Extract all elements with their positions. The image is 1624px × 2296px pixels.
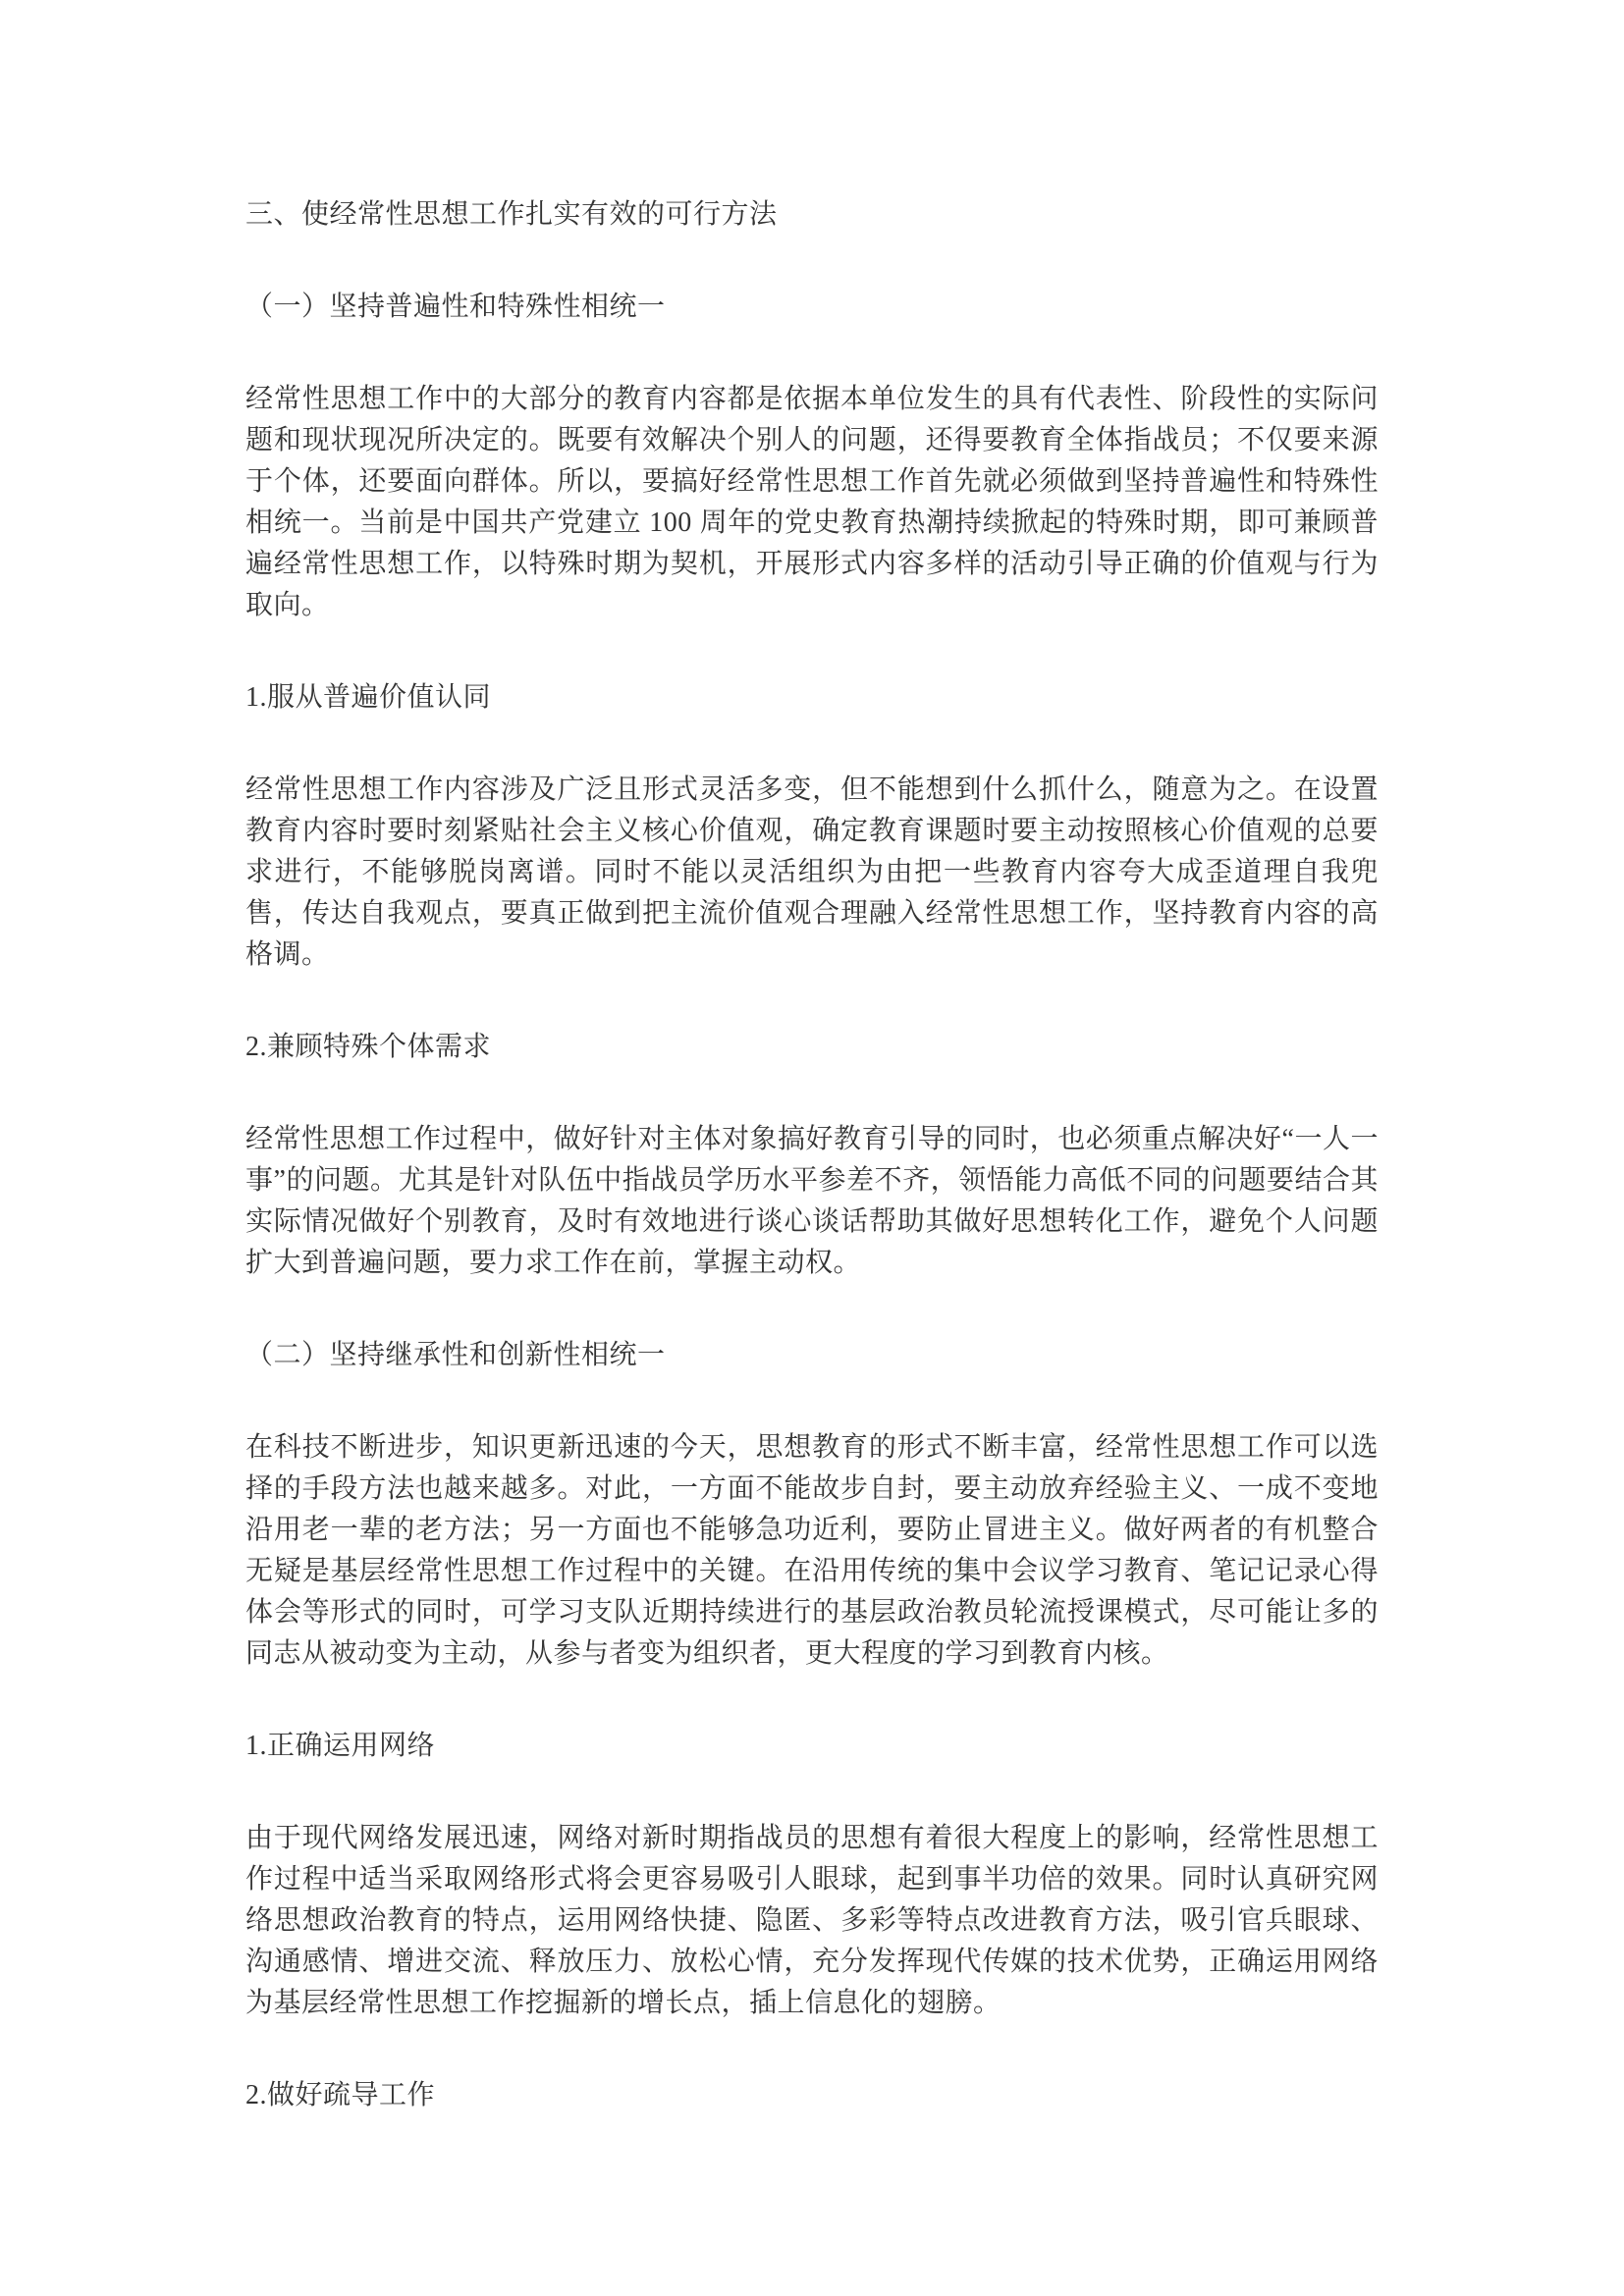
heading-point-1-universal-value: 1.服从普遍价值认同	[245, 682, 492, 713]
heading-point-2-guidance-work: 2.做好疏导工作	[245, 2080, 436, 2110]
paragraph-universal-value-identity: 经常性思想工作内容涉及广泛且形式灵活多变，但不能想到什么抓什么，随意为之。在设置教育内容时要时刻紧贴社会主义核心价值观，确定教育课题时要主动按照核心价值观的总要求进行，不能够脱岗离谱。同时不能以灵活组织为由把一些教育内容夸大成歪道理自我兜售，传达自我观点，要真正做到把主流价值观合理融入经常性思想工作，坚持教育内容的高格调。	[245, 774, 1379, 970]
paragraph-inheritance-innovation: 在科技不断进步，知识更新迅速的今天，思想教育的形式不断丰富，经常性思想工作可以选择的手段方法也越来越多。对此，一方面不能故步自封，要主动放弃经验主义、一成不变地沿用老一辈的老方法；另一方面也不能够急功近利，要防止冒进主义。做好两者的有机整合无疑是基层经常性思想工作过程中的关键。在沿用传统的集中会议学习教育、笔记记录心得体会等形式的同时，可学习支队近期持续进行的基层政治教员轮流授课模式，尽可能让多的同志从被动变为主动，从参与者变为组织者，更大程度的学习到教育内核。	[245, 1432, 1379, 1669]
heading-point-1-network: 1.正确运用网络	[245, 1731, 436, 1761]
paragraph-individual-needs: 经常性思想工作过程中，做好针对主体对象搞好教育引导的同时，也必须重点解决好“一人一事”的问题。尤其是针对队伍中指战员学历水平参差不齐，领悟能力高低不同的问题要结合其实际情况做好个别教育，及时有效地进行谈心谈话帮助其做好思想转化工作，避免个人问题扩大到普遍问题，要力求工作在前，掌握主动权。	[245, 1124, 1379, 1278]
heading-point-2-individual-needs: 2.兼顾特殊个体需求	[245, 1032, 492, 1062]
paragraph-network-use: 由于现代网络发展迅速，网络对新时期指战员的思想有着很大程度上的影响，经常性思想工作过程中适当采取网络形式将会更容易吸引人眼球，起到事半功倍的效果。同时认真研究网络思想政治教育的特点，运用网络快捷、隐匿、多彩等特点改进教育方法，吸引官兵眼球、沟通感情、增进交流、释放压力、放松心情，充分发挥现代传媒的技术优势，正确运用网络为基层经常性思想工作挖掘新的增长点，插上信息化的翅膀。	[245, 1823, 1379, 2018]
heading-subsection-two: （二）坚持继承性和创新性相统一	[245, 1340, 666, 1370]
paragraph-universality-specificity: 经常性思想工作中的大部分的教育内容都是依据本单位发生的具有代表性、阶段性的实际问题和现状现况所决定的。既要有效解决个别人的问题，还得要教育全体指战员；不仅要来源于个体，还要面向群体。所以，要搞好经常性思想工作首先就必须做到坚持普遍性和特殊性相统一。当前是中国共产党建立 100 周年的党史教育热潮持续掀起的特殊时期，即可兼顾普遍经常性思想工作，以特殊时期为契机，开展形式内容多样的活动引导正确的价值观与行为取向。	[245, 384, 1379, 620]
heading-subsection-one: （一）坚持普遍性和特殊性相统一	[245, 292, 666, 322]
heading-section-three: 三、使经常性思想工作扎实有效的可行方法	[245, 199, 778, 230]
